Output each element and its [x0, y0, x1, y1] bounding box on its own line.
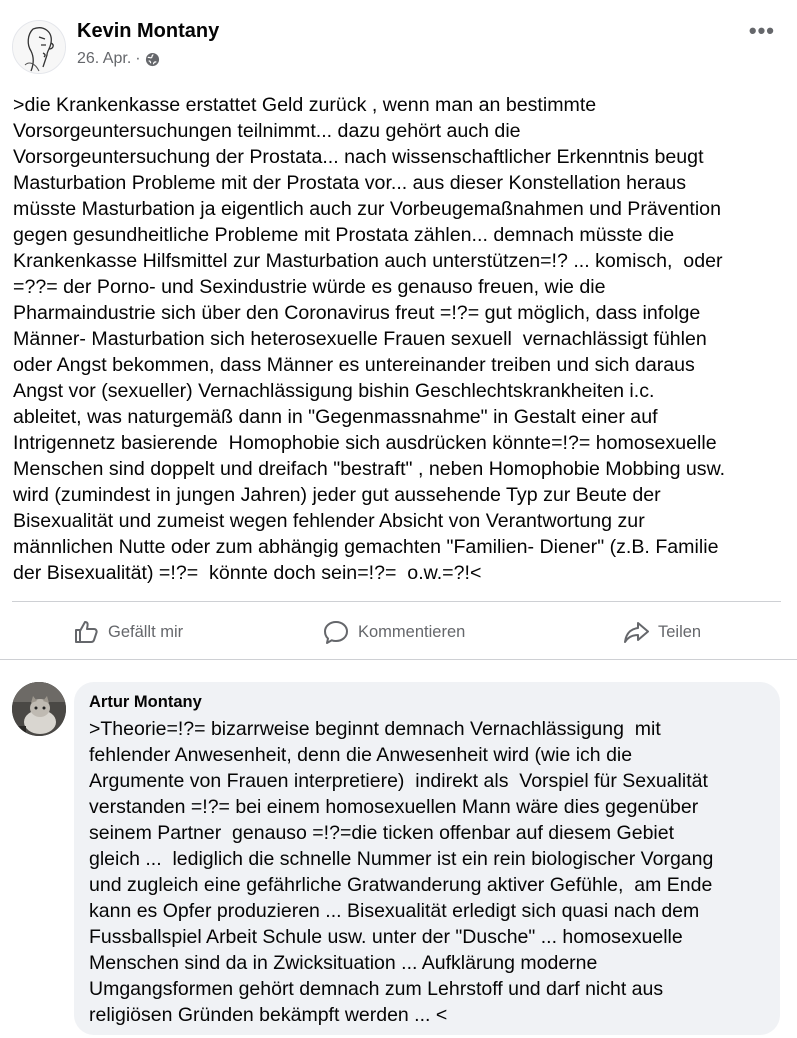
- comment-text: [89, 716, 766, 1028]
- post-line: Intrigennetz basierende Homophobie sich ausdrücken könnte=!?= homosexuelle: [13, 432, 717, 454]
- post-line: Krankenkasse Hilfsmittel zur Masturbation auch unterstützen=!? ... komisch, oder: [13, 250, 723, 272]
- comment-line: fehlender Anwesenheit, denn die Anwesenheit wird (wie ich die: [89, 744, 633, 766]
- post-action-bar: [12, 608, 781, 656]
- comment-label: Kommentieren: [358, 622, 466, 641]
- commenter-name[interactable]: Artur Montany: [89, 693, 202, 711]
- post-meta: [77, 50, 160, 68]
- comment-line: gleich ... lediglich die schnelle Nummer ist ein rein biologischer Vorgang: [89, 848, 714, 870]
- share-button[interactable]: [622, 608, 701, 656]
- comment-line: Fussballspiel Arbeit Schule usw. unter der "Dusche" ... homosexuelle: [89, 926, 683, 948]
- comment-line: Menschen sind da in Zwicksituation ... Aufklärung moderne: [89, 952, 598, 974]
- post-line: ableitet, was naturgemäß dann in "Gegenmassnahme" in Gestalt einer auf: [13, 406, 658, 428]
- post-line: =??= der Porno- und Sexindustrie würde es genauso freuen, wie die: [13, 276, 606, 298]
- comment-line: Argumente von Frauen interpretiere) indirekt als Vorspiel für Sexualität: [89, 770, 708, 792]
- comment-line: seinem Partner genauso =!?=die ticken offenbar auf diesem Gebiet: [89, 822, 675, 844]
- meta-separator: ·: [135, 50, 141, 67]
- comment-line: >Theorie=!?= bizarrweise beginnt demnach Vernachlässigung mit: [89, 718, 661, 740]
- like-label: Gefällt mir: [108, 622, 184, 641]
- author-avatar[interactable]: [12, 20, 66, 74]
- post-author-name[interactable]: Kevin Montany: [77, 20, 220, 42]
- commenter-avatar[interactable]: [12, 682, 66, 736]
- actions-divider: [12, 601, 781, 602]
- post-header: [12, 16, 785, 76]
- thumbs-up-icon: [72, 618, 100, 646]
- comment-bubble: [74, 682, 780, 1035]
- comment-line: verstanden =!?= bei einem homosexuellen Mann wäre dies gegenüber: [89, 796, 699, 818]
- post-line: Angst vor (sexueller) Vernachlässigung bishin Geschlechtskrankheiten i.c.: [13, 380, 655, 402]
- post-line: Vorsorgeuntersuchung der Prostata... nach wissenschaftlicher Erkenntnis beugt: [13, 146, 704, 168]
- post-line: gegen gesundheitliche Probleme mit Prostata zählen... demnach müsste die: [13, 224, 675, 246]
- post-line: Vorsorgeuntersuchungen teilnimmt... dazu gehört auch die: [13, 120, 521, 142]
- comment-line: Umgangsformen gehört demnach zum Lehrstoff und darf nicht aus: [89, 978, 664, 1000]
- post-line: männlichen Nutte oder zum abhängig gemachten "Familien- Diener" (z.B. Familie: [13, 536, 719, 558]
- post-line: wird (zumindest in jungen Jahren) jeder gut aussehende Typ zur Beute der: [13, 484, 661, 506]
- share-icon: [622, 618, 650, 646]
- comment-icon: [322, 618, 350, 646]
- cat-photo-icon: [12, 682, 66, 736]
- post-line: >die Krankenkasse erstattet Geld zurück , wenn man an bestimmte: [13, 94, 597, 116]
- sketch-portrait-icon: [13, 21, 66, 74]
- comment-line: religiösen Gründen bekämpft werden ... <: [89, 1004, 448, 1026]
- share-label: Teilen: [658, 622, 702, 641]
- comment-button[interactable]: [322, 608, 465, 656]
- globe-icon: [145, 52, 160, 67]
- post-line: Menschen sind doppelt und dreifach "bestraft" , neben Homophobie Mobbing usw.: [13, 458, 726, 480]
- comments-divider: [0, 659, 797, 660]
- more-options-button[interactable]: •••: [748, 18, 775, 43]
- post-line: Masturbation Probleme mit der Prostata vor... aus dieser Konstellation heraus: [13, 172, 687, 194]
- post-line: oder Angst bekommen, dass Männer es untereinander treiben und sich daraus: [13, 354, 695, 376]
- comment-line: kann es Opfer produzieren ... Bisexualität erledigt sich quasi nach dem: [89, 900, 700, 922]
- post-line: der Bisexualität) =!?= könnte doch sein=!?= o.w.=?!<: [13, 562, 482, 584]
- like-button[interactable]: [72, 608, 183, 656]
- post-line: Männer- Masturbation sich heterosexuelle Frauen sexuell vernachlässigt fühlen: [13, 328, 707, 350]
- post-line: Bisexualität und zumeist wegen fehlender Absicht von Verantwortung zur: [13, 510, 645, 532]
- comment-line: und zugleich eine gefährliche Gratwanderung aktiver Gefühle, am Ende: [89, 874, 713, 896]
- post-body-text: [13, 92, 783, 586]
- post-line: müsste Masturbation ja eigentlich auch zur Vorbeugemaßnahmen und Prävention: [13, 198, 721, 220]
- post-date[interactable]: 26. Apr.: [77, 50, 132, 67]
- post-line: Pharmaindustrie sich über den Coronavirus freut =!?= gut möglich, dass infolge: [13, 302, 701, 324]
